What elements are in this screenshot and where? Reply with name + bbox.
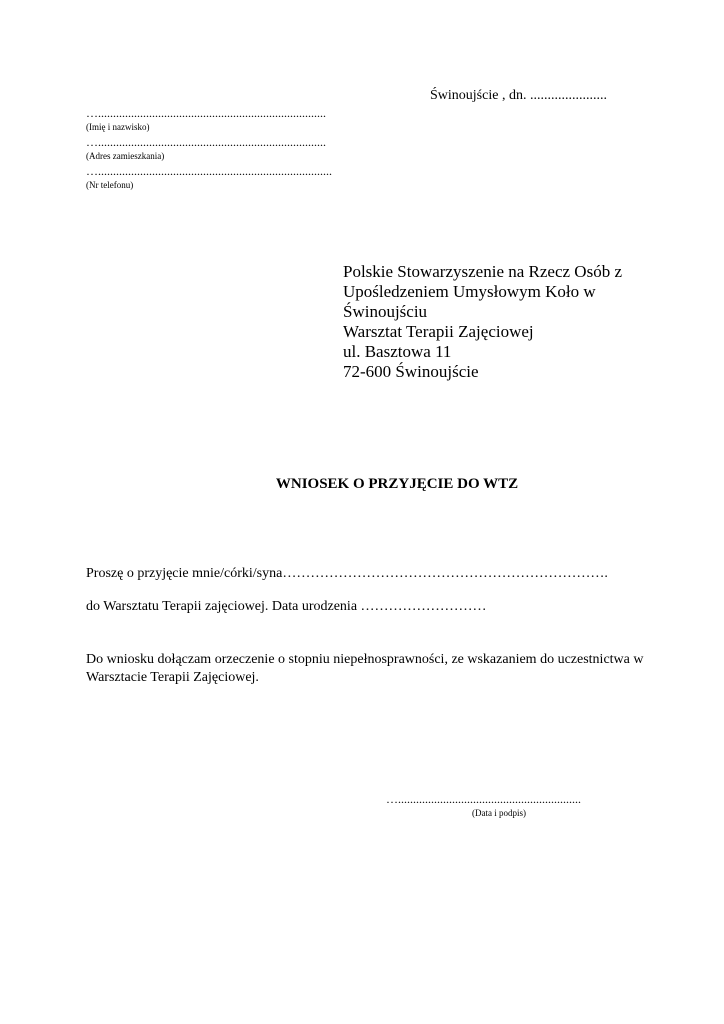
recipient-line: ul. Basztowa 11	[343, 342, 452, 361]
phone-fill-line: …..............................................................................	[86, 164, 332, 178]
recipient-line: Upośledzeniem Umysłowym Koło w	[343, 282, 596, 301]
address-fill-line: …............................................................................	[86, 135, 326, 149]
recipient-line: Polskie Stowarzyszenie na Rzecz Osób z	[343, 262, 622, 281]
recipient-line: 72-600 Świnoujście	[343, 362, 479, 381]
name-caption: (Imię i nazwisko)	[86, 122, 150, 132]
attachment-paragraph: Do wniosku dołączam orzeczenie o stopniu niepełnosprawności, ze wskazaniem do uczestnictwa w Warsztacie Terapii Zajęciowej.	[86, 652, 644, 685]
recipient-address	[343, 262, 622, 382]
signature-caption: (Data i podpis)	[472, 808, 526, 818]
signature-fill-line: ….............................................................	[386, 792, 581, 806]
recipient-line: Świnoujściu	[343, 302, 428, 321]
phone-caption: (Nr telefonu)	[86, 180, 134, 190]
document-title: WNIOSEK O PRZYJĘCIE DO WTZ	[275, 476, 519, 492]
address-caption: (Adres zamieszkania)	[86, 151, 165, 161]
birthdate-paragraph: do Warsztatu Terapii zajęciowej. Data urodzenia ………………………	[86, 599, 487, 614]
request-paragraph: Proszę o przyjęcie mnie/córki/syna…………………………………………………………….	[86, 566, 608, 581]
place-and-date: Świnoujście , dn. ......................	[430, 88, 607, 103]
recipient-line: Warsztat Terapii Zajęciowej	[343, 322, 534, 341]
name-fill-line: …............................................................................	[86, 106, 326, 120]
